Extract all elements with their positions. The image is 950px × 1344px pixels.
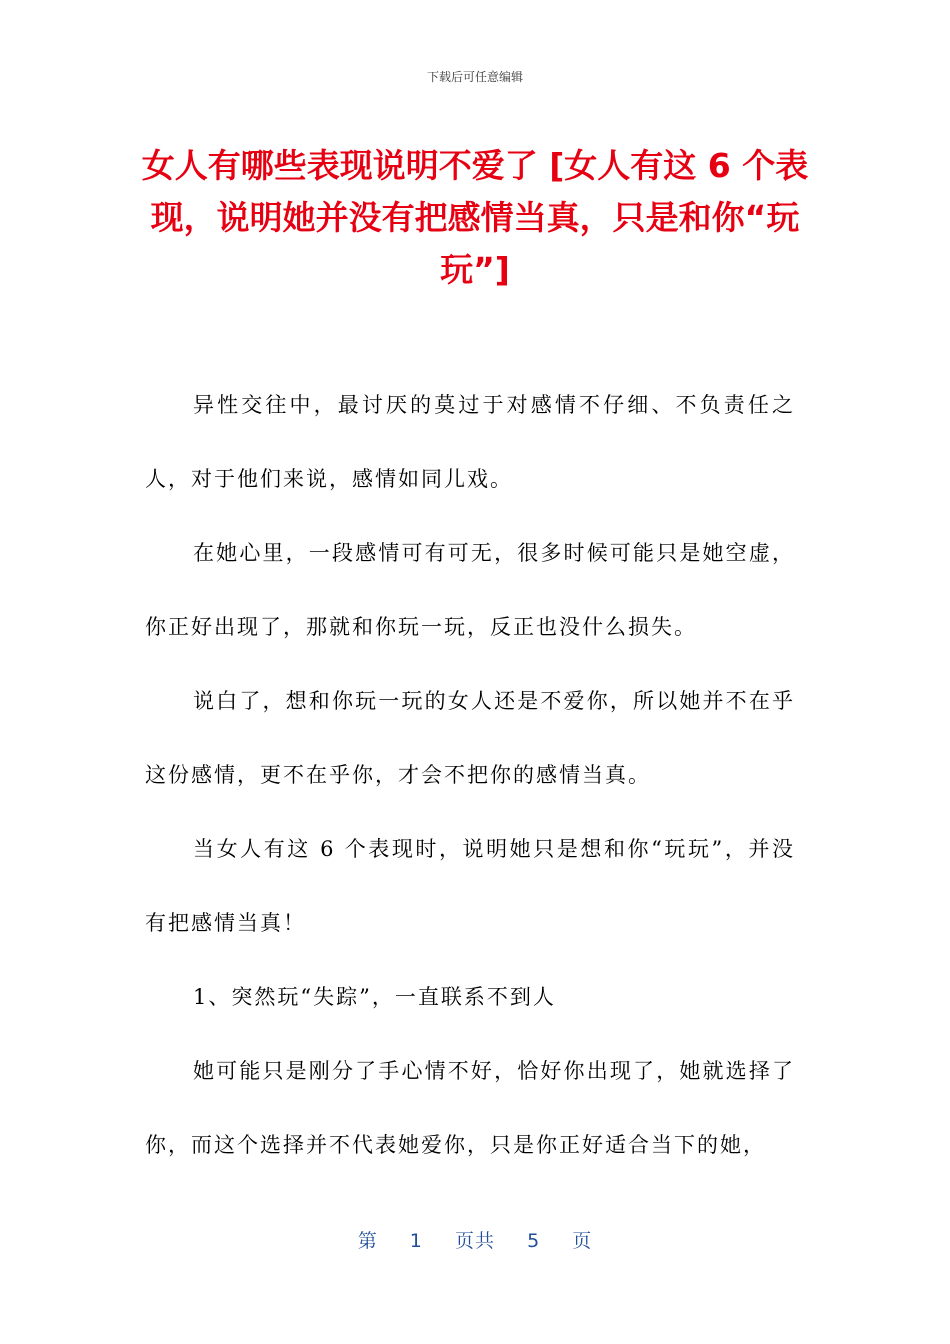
paragraph: 当女人有这 6 个表现时，说明她只是想和你“玩玩”，并没有把感情当真！ <box>145 837 795 935</box>
header-note: 下载后可任意编辑 <box>426 70 523 84</box>
page-middle: 页共 <box>454 1230 495 1252</box>
document-title: 女人有哪些表现说明不爱了 [女人有这 6 个表现，说明她并没有把感情当真，只是和你“玩玩”] <box>141 146 809 289</box>
paragraph: 异性交往中，最讨厌的莫过于对感情不仔细、不负责任之人，对于他们来说，感情如同儿戏。 <box>145 393 795 491</box>
document-body <box>145 368 795 1182</box>
page-footer <box>0 1226 950 1253</box>
paragraph: 她可能只是刚分了手心情不好，恰好你出现了，她就选择了你，而这个选择并不代表她爱你，只是你正好适合当下的她， <box>145 1059 795 1157</box>
page-current: 1 <box>409 1230 423 1252</box>
paragraph: 在她心里，一段感情可有可无，很多时候可能只是她空虚，你正好出现了，那就和你玩一玩，反正也没什么损失。 <box>145 541 795 639</box>
section-heading: 1、突然玩“失踪”，一直联系不到人 <box>193 985 556 1009</box>
page-prefix: 第 <box>357 1230 378 1252</box>
page-suffix: 页 <box>572 1230 593 1252</box>
page-total: 5 <box>527 1230 541 1252</box>
paragraph: 说白了，想和你玩一玩的女人还是不爱你，所以她并不在乎这份感情，更不在乎你，才会不把你的感情当真。 <box>145 689 795 787</box>
